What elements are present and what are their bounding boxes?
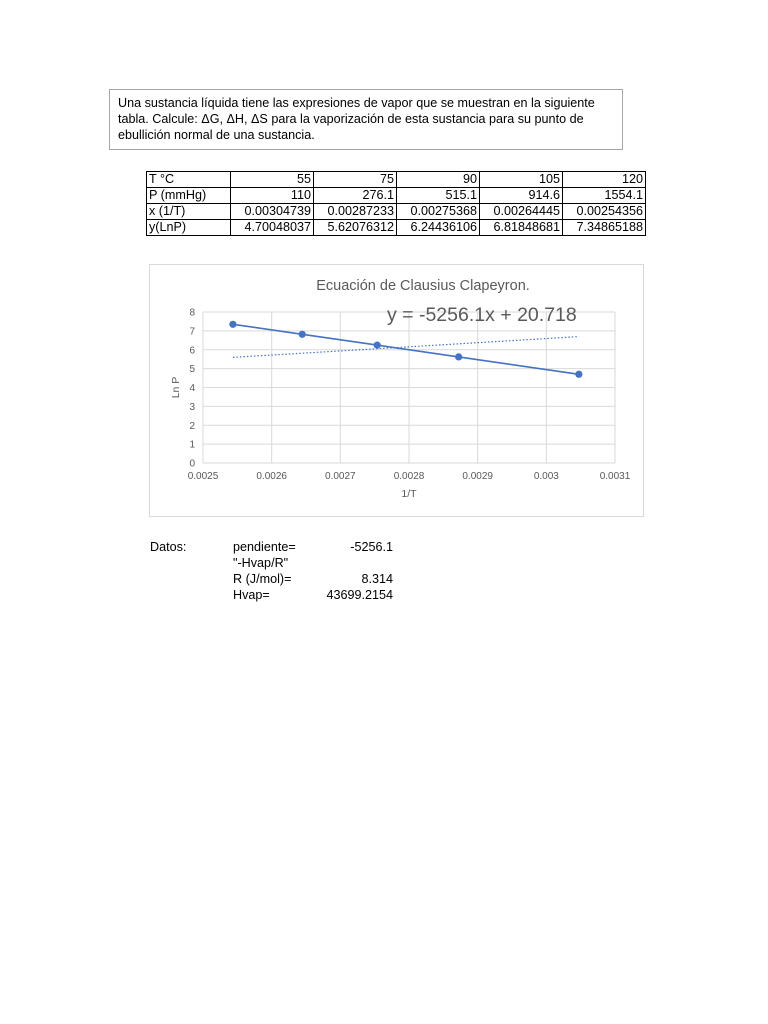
- trendline-equation: y = -5256.1x + 20.718: [387, 304, 577, 326]
- data-table: [146, 171, 646, 236]
- table-cell[interactable]: 105: [480, 172, 563, 188]
- table-cell[interactable]: 7.34865188: [563, 220, 646, 236]
- x-tick-label: 0.0025: [187, 471, 219, 482]
- datos-name: "-Hvap/R": [233, 556, 289, 570]
- table-cell[interactable]: 120: [563, 172, 646, 188]
- y-tick-label: 1: [189, 439, 195, 451]
- table-row: [147, 172, 646, 188]
- y-tick-label: 2: [189, 420, 195, 432]
- x-tick-label: 0.0026: [256, 471, 287, 482]
- datos-label: Datos:: [150, 540, 187, 554]
- table-cell[interactable]: 0.00264445: [480, 204, 563, 220]
- x-tick-label: 0.0027: [325, 471, 356, 482]
- y-tick-label: 6: [189, 345, 195, 357]
- table-row-label[interactable]: y(LnP): [147, 220, 231, 236]
- data-point: [374, 342, 381, 349]
- table-cell[interactable]: 0.00304739: [231, 204, 314, 220]
- table-cell[interactable]: 276.1: [314, 188, 397, 204]
- datos-name: R (J/mol)=: [233, 572, 292, 586]
- y-tick-label: 7: [189, 326, 195, 338]
- table-cell[interactable]: 0.00275368: [397, 204, 480, 220]
- problem-statement-box: [109, 89, 623, 150]
- table-cell[interactable]: 4.70048037: [231, 220, 314, 236]
- table-row-label[interactable]: x (1/T): [147, 204, 231, 220]
- data-point: [299, 331, 306, 338]
- data-point: [229, 321, 236, 328]
- y-tick-label: 5: [189, 364, 195, 376]
- table-cell[interactable]: 914.6: [480, 188, 563, 204]
- datos-name: pendiente=: [233, 540, 296, 554]
- table-cell[interactable]: 5.62076312: [314, 220, 397, 236]
- clausius-clapeyron-chart: [150, 265, 645, 518]
- table-row: [147, 188, 646, 204]
- x-axis-label: 1/T: [401, 488, 417, 500]
- y-tick-label: 4: [189, 383, 195, 394]
- datos-value: -5256.1: [350, 540, 393, 554]
- chart-container[interactable]: [149, 264, 644, 517]
- table-cell[interactable]: 110: [231, 188, 314, 204]
- table-cell[interactable]: 6.81848681: [480, 220, 563, 236]
- table-cell[interactable]: 1554.1: [563, 188, 646, 204]
- table-cell[interactable]: 0.00287233: [314, 204, 397, 220]
- y-tick-label: 0: [189, 458, 195, 470]
- data-point: [575, 371, 582, 378]
- problem-statement-text: Una sustancia líquida tiene las expresiones de vapor que se muestran en la siguiente tabla. Calcule: ΔG, ΔH, ΔS para la vaporización de esta sustancia para su punto de ebullición normal de una sustancia.: [118, 96, 595, 142]
- x-tick-label: 0.003: [533, 471, 559, 482]
- y-tick-label: 8: [189, 307, 195, 319]
- table-row-label[interactable]: T °C: [147, 172, 231, 188]
- table-row-label[interactable]: P (mmHg): [147, 188, 231, 204]
- table-cell[interactable]: 55: [231, 172, 314, 188]
- datos-value: 43699.2154: [326, 588, 393, 602]
- chart-title: Ecuación de Clausius Clapeyron.: [316, 278, 530, 294]
- x-tick-label: 0.0028: [393, 471, 425, 482]
- table-cell[interactable]: 75: [314, 172, 397, 188]
- y-tick-label: 3: [189, 401, 195, 413]
- datos-name: Hvap=: [233, 588, 270, 602]
- table-cell[interactable]: 90: [397, 172, 480, 188]
- trendline: [233, 337, 579, 358]
- datos-value: 8.314: [361, 572, 393, 586]
- table-cell[interactable]: 0.00254356: [563, 204, 646, 220]
- x-tick-label: 0.0031: [599, 471, 631, 482]
- table-cell[interactable]: 6.24436106: [397, 220, 480, 236]
- x-tick-label: 0.0029: [462, 471, 493, 482]
- table-row: [147, 220, 646, 236]
- data-point: [455, 353, 462, 360]
- table-cell[interactable]: 515.1: [397, 188, 480, 204]
- y-axis-label: Ln P: [170, 376, 182, 399]
- table-row: [147, 204, 646, 220]
